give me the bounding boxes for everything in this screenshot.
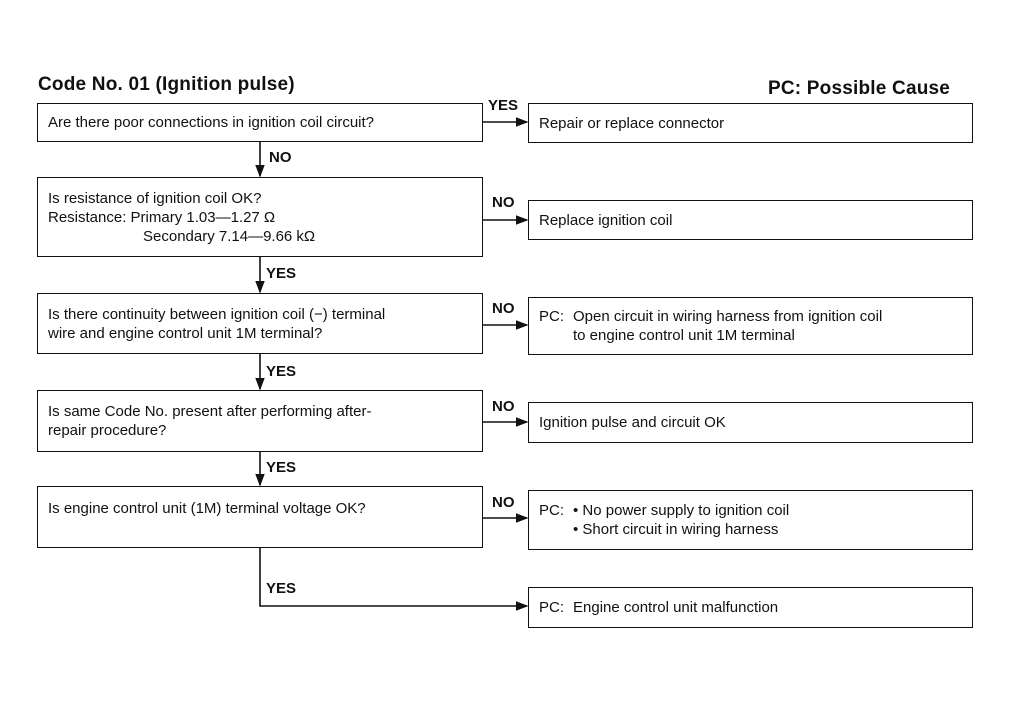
- result-box-1: [528, 103, 973, 143]
- question-box-3: [37, 293, 483, 354]
- question-1-line-1: Are there poor connections in ignition coil circuit?: [48, 114, 375, 131]
- result-5-line-2: • Short circuit in wiring harness: [573, 521, 779, 538]
- question-2-line-2: Resistance: Primary 1.03—1.27 Ω: [48, 208, 276, 226]
- question-3-line-1: Is there continuity between ignition coil (−) terminal: [48, 305, 386, 323]
- question-3-line-2: wire and engine control unit 1M terminal?: [48, 324, 323, 342]
- branch-label-down-yes-2: YES: [266, 265, 297, 282]
- result-box-6: [528, 587, 973, 628]
- question-box-2: [37, 177, 483, 257]
- result-3-line-2: to engine control unit 1M terminal: [573, 327, 795, 344]
- branch-label-yes-1: YES: [488, 97, 519, 114]
- question-4-line-2: repair procedure?: [48, 422, 167, 439]
- branch-label-no-3: NO: [492, 300, 515, 317]
- legend-text: PC: Possible Cause: [768, 78, 951, 99]
- result-5-prefix: PC:: [539, 502, 565, 519]
- result-box-3: [528, 297, 973, 355]
- result-2-line-1: Replace ignition coil: [539, 211, 673, 229]
- question-2-line-3: Secondary 7.14—9.66 kΩ: [143, 227, 316, 245]
- arrow-q5-to-r6: [260, 547, 527, 606]
- question-box-5: [37, 486, 483, 548]
- result-box-5: [528, 490, 973, 550]
- branch-label-no-2: NO: [492, 194, 515, 211]
- question-5-line-1: Is engine control unit (1M) terminal voltage OK?: [48, 499, 366, 517]
- branch-label-no-4: NO: [492, 398, 515, 415]
- result-3-prefix: PC:: [539, 308, 565, 325]
- branch-label-down-yes-3: YES: [266, 363, 297, 380]
- question-box-1: [37, 103, 483, 142]
- branch-label-down-yes-4: YES: [266, 459, 297, 476]
- result-3-line-1: Open circuit in wiring harness from ignition coil: [573, 308, 883, 325]
- result-6-line-1: Engine control unit malfunction: [573, 599, 779, 616]
- result-1-line-1: Repair or replace connector: [539, 114, 725, 132]
- branch-label-down-no-1: NO: [269, 149, 292, 166]
- question-box-4: [37, 390, 483, 452]
- result-box-4: [528, 402, 973, 443]
- branch-label-no-5: NO: [492, 494, 515, 511]
- question-2-line-1: Is resistance of ignition coil OK?: [48, 189, 262, 207]
- page-title: Code No. 01 (Ignition pulse): [38, 74, 295, 95]
- result-4-line-1: Ignition pulse and circuit OK: [539, 414, 726, 431]
- result-5-line-1: • No power supply to ignition coil: [573, 502, 790, 519]
- question-4-line-1: Is same Code No. present after performing after-: [48, 403, 372, 420]
- result-box-2: [528, 200, 973, 240]
- branch-label-down-yes-5: YES: [266, 580, 297, 597]
- result-6-prefix: PC:: [539, 599, 565, 616]
